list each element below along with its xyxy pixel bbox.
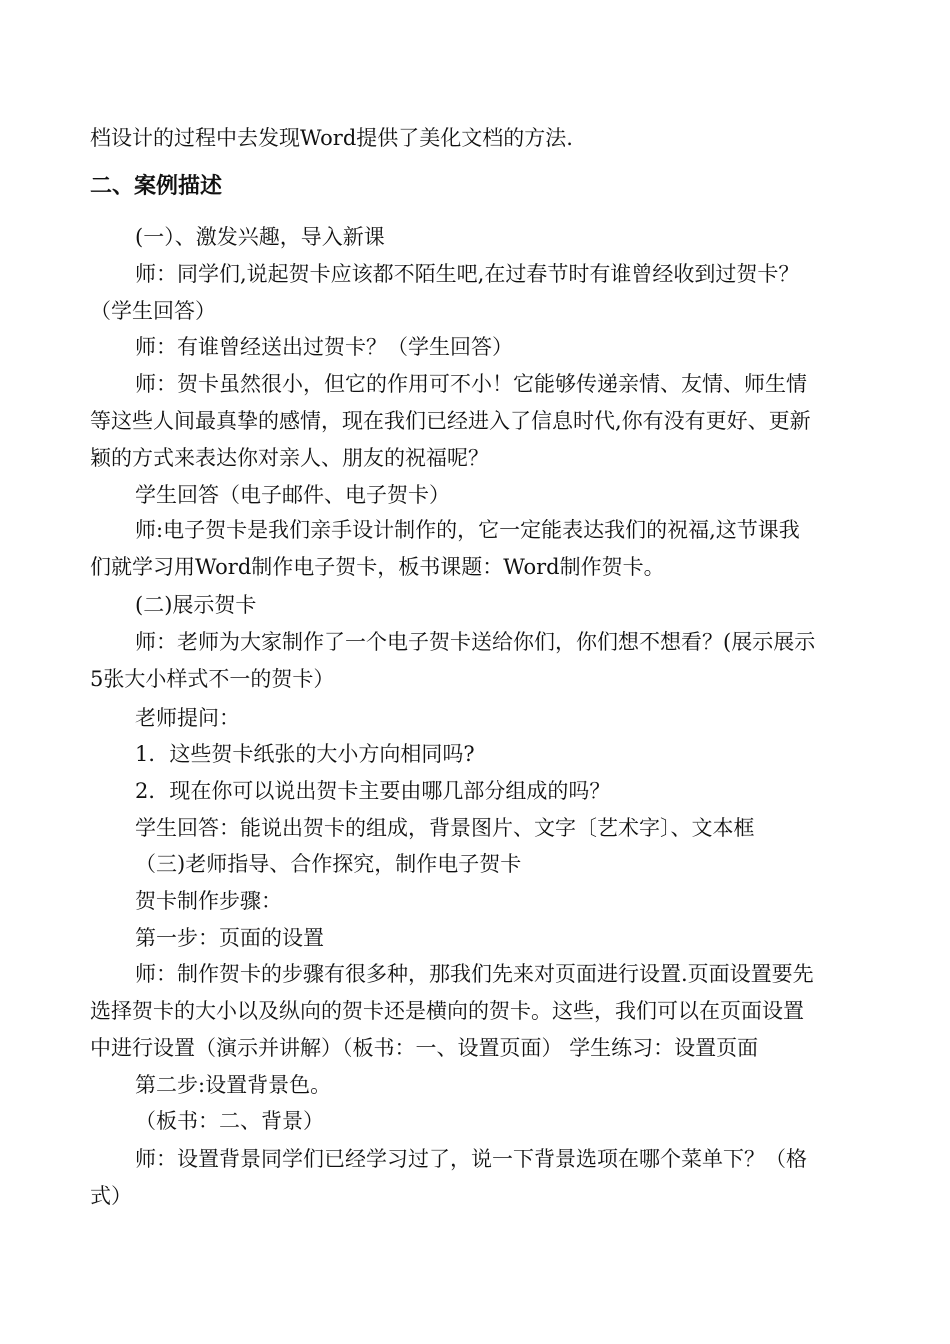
paragraph-line: 贺卡制作步骤： <box>135 889 282 913</box>
list-item: 1．这些贺卡纸张的大小方向相同吗? <box>135 742 475 766</box>
list-item: 2．现在你可以说出贺卡主要由哪几部分组成的吗？ <box>135 779 611 803</box>
paragraph-line: 第一步：页面的设置 <box>135 926 324 950</box>
paragraph-line: 师：贺卡虽然很小，但它的作用可不小！它能够传递亲情、友情、师生情 <box>135 372 807 396</box>
paragraph-line: （板书：二、背景） <box>135 1109 324 1133</box>
paragraph-line: 选择贺卡的大小以及纵向的贺卡还是横向的贺卡。这些，我们可以在页面设置 <box>90 999 804 1023</box>
paragraph-line: 师：制作贺卡的步骤有很多种，那我们先来对页面进行设置.页面设置要先 <box>135 962 814 986</box>
paragraph-line: 师:电子贺卡是我们亲手设计制作的，它一定能表达我们的祝福,这节课我 <box>135 518 800 542</box>
paragraph-line: （学生回答） <box>90 299 216 323</box>
paragraph-line: 式） <box>90 1184 132 1208</box>
paragraph-line: 们就学习用Word制作电子贺卡，板书课题：Word制作贺卡。 <box>90 555 665 579</box>
paragraph-line: (一）、激发兴趣，导入新课 <box>135 225 385 249</box>
paragraph-line: 档设计的过程中去发现Word提供了美化文档的方法. <box>90 126 573 150</box>
paragraph-line: 师：同学们,说起贺卡应该都不陌生吧,在过春节时有谁曾经收到过贺卡？ <box>135 262 800 286</box>
paragraph-line: 学生回答（电子邮件、电子贺卡） <box>135 483 450 507</box>
paragraph-line: 师：有谁曾经送出过贺卡？（学生回答） <box>135 335 513 359</box>
paragraph-line: 等这些人间最真挚的感情，现在我们已经进入了信息时代,你有没有更好、更新 <box>90 409 811 433</box>
paragraph-line: 中进行设置（演示并讲解）（板书：一、设置页面） 学生练习：设置页面 <box>90 1036 759 1060</box>
paragraph-line: 颖的方式来表达你对亲人、朋友的祝福呢？ <box>90 446 489 470</box>
paragraph-line: 师：设置背景同学们已经学习过了，说一下背景选项在哪个菜单下？（格 <box>135 1147 807 1171</box>
section-heading: 二、案例描述 <box>90 174 223 199</box>
paragraph-line: 师：老师为大家制作了一个电子贺卡送给你们，你们想不想看？(展示展示 <box>135 630 816 654</box>
paragraph-line: 第二步:设置背景色。 <box>135 1073 332 1097</box>
paragraph-line: （三)老师指导、合作探究，制作电子贺卡 <box>135 852 522 876</box>
paragraph-line: (二)展示贺卡 <box>135 593 257 617</box>
paragraph-line: 5张大小样式不一的贺卡） <box>90 667 335 691</box>
paragraph-line: 老师提问： <box>135 706 240 730</box>
paragraph-line: 学生回答：能说出贺卡的组成，背景图片、文字〔艺术字〕、文本框 <box>135 816 755 840</box>
